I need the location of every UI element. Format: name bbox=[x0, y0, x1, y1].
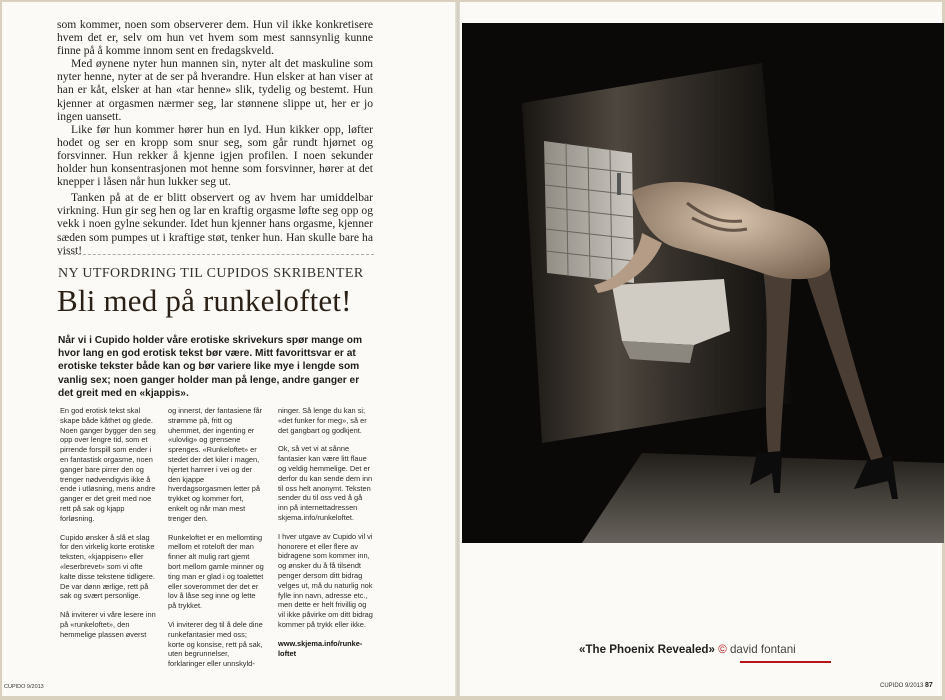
body-paragraph: Runkeloftet er en mellomting mellom et roteloft der man finner alt mulig rart gjemt bort mellom gamle minner og ting man er glad i og toalettet eller soverommet der det er lov å låse seg inne og lette på trykket. bbox=[168, 532, 264, 611]
intro-paragraph: Med øynene nyter hun mannen sin, nyter alt det maskuline som nyter henne, nyter at de ser på hverandre. Hun elsker at han viser at han er kåt, elsker at han «tar henne» slik, tydelig og bestemt. Hun kjenner at orgasmen nærmer seg, lar stønnene slippe ut, her er jo ingen uansett. bbox=[57, 57, 373, 123]
photographer-name: david fontani bbox=[729, 643, 796, 656]
lead-paragraph: Når vi i Cupido holder våre erotiske skrivekurs spør mange om hvor lang en god erotisk tekst bør være. Mitt favorittsvar er at erotiske tekster både kan og bør variere like mye i lengde som vanlig sex; noen ganger holder man på lenge, andre ganger er det greit med en «kjappis». bbox=[58, 335, 363, 399]
photograph bbox=[462, 23, 944, 543]
body-paragraph: ninger. Så lenge du kan si; «det funker for meg», så er det gangbart og godkjent. bbox=[278, 406, 367, 435]
copyright-symbol: © bbox=[718, 643, 727, 656]
photo-illustration bbox=[462, 23, 944, 543]
story-ending bbox=[57, 18, 373, 257]
body-paragraph: En god erotisk tekst skal skape både kåthet og glede. Noen ganger bygger den seg opp over lengre tid, som et pirrende forspill som ender i en fantastisk orgasme, noen ganger bare pirrer den og trenger nødvendigvis ikke å ende i utløsning, mens andre ganger er det greit med noe rett på sak og kjapp forløsning. bbox=[60, 406, 156, 523]
photo-title: «The Phoenix Revealed» bbox=[579, 643, 715, 656]
page-number: 87 bbox=[925, 682, 933, 689]
body-paragraph: og innerst, der fantasiene får strømme på, fritt og uhemmet, der ingenting er «ulovlig» og grensene sprenges. «Runkeloftet» er stedet der det kiler i magen, hjertet hamrer i vei og der den kjappe hverdagsorgasmen letter på trykket og kommer fort, enkelt og når man mest trenger den. bbox=[168, 406, 263, 523]
article-column-1 bbox=[60, 406, 156, 649]
folio-left: CUPIDO 9/2013 bbox=[4, 684, 44, 690]
body-paragraph: Ok, så vet vi at sånne fantasier kan være litt flaue og veldig hemmelige. Det er derfor du kan sende dem inn til oss helt anonymt. Teksten sender du til oss ved å gå inn på internettadressen skjema.info/runkeloftet. bbox=[278, 444, 373, 522]
body-paragraph: I hver utgave av Cupido vil vi honorere et eller flere av bidragene som kommer inn, og ønsker du å få tilsendt penger dersom ditt bidrag velges ut, må du naturlig nok fylle inn navn, adresse etc., men dette er helt frivillig og vil ikke påvirke om ditt bidrag kommer på trykk eller ikke. bbox=[278, 531, 373, 629]
body-paragraph: Cupido ønsker å slå et slag for den virkelig korte erotiske teksten, «kjappisen» eller «leserbrevet» som vi ofte kalte disse tekstene tidligere. De var dønn ærlige, rett på sak og svært personlige. bbox=[60, 532, 155, 601]
submission-link[interactable]: www.skjema.info/runke-loftet bbox=[278, 638, 363, 658]
intro-paragraph: Like før hun kommer hører hun en lyd. Hun kikker opp, løfter hodet og ser en kropp som snur seg, som går rundt hjørnet og forsvinner. Hun rekker å kjenne igjen profilen. I noen sekunder holder hun konsentrasjonen mot henne som forsvinner, hører at det knepper i låsen når hun lukker seg ut. bbox=[57, 122, 373, 189]
body-paragraph: Nå inviterer vi våre lesere inn på «runkeloftet», den hemmelige plassen øverst bbox=[60, 610, 156, 639]
article-column-3 bbox=[278, 406, 374, 667]
issue-label: CUPIDO 9/2013 bbox=[880, 683, 924, 689]
section-divider bbox=[58, 254, 374, 255]
body-paragraph: Vi inviterer deg til å dele dine runkefantasier med oss; korte og konsise, rett på sak, uten begrunnelser, forklaringer eller unnskyld- bbox=[168, 619, 263, 669]
folio-right bbox=[880, 682, 933, 689]
article-column-2 bbox=[168, 406, 264, 678]
intro-paragraph: Tanken på at de er blitt observert og av hvem har umiddelbar virkning. Hun gir seg hen og lar en kraftig orgasme løfte seg opp og vekk i noen gylne sekunder. Idet hun kjenner hans orgasme, kjenner sæden som pumpes ut i kraftige støt, tenker hun. Han skulle bare ha visst! bbox=[57, 191, 373, 257]
caption-underline bbox=[740, 661, 831, 663]
headline: Bli med på runkeloftet! bbox=[57, 283, 352, 318]
intro-paragraph: som kommer, noen som observerer dem. Hun vil ikke konkretisere hvem det er, selv om hun vet hvem som mest sannsynlig kunne finne på å komme innom sent en fredagskveld. bbox=[57, 18, 373, 58]
photo-caption bbox=[579, 643, 796, 656]
kicker: NY UTFORDRING TIL CUPIDOS SKRIBENTER bbox=[58, 266, 364, 281]
